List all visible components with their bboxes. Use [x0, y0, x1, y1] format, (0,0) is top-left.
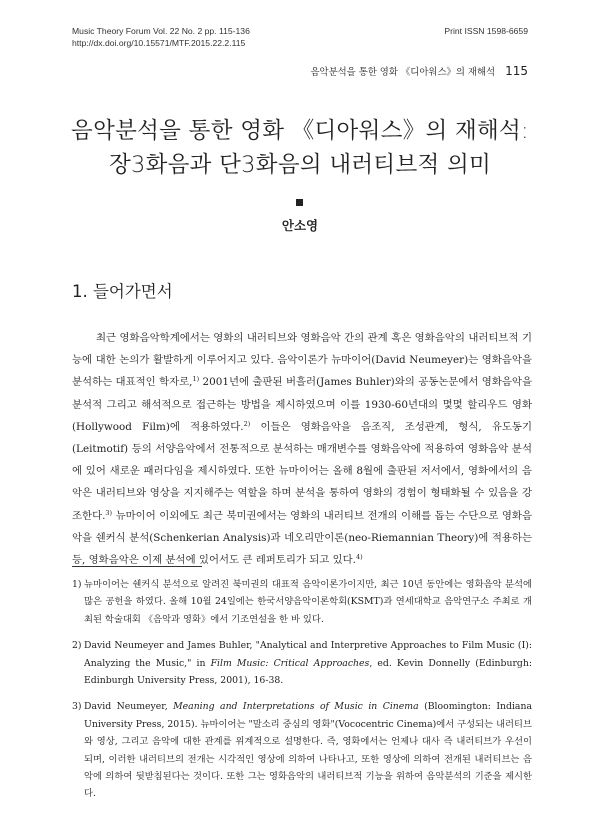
footnote-ref-3[interactable]: 3): [105, 508, 113, 517]
running-title: 음악분석을 통한 영화 《디아워스》의 재해석: [310, 67, 496, 78]
section-heading: 1. 들어가면서: [72, 282, 173, 301]
journal-citation: [72, 26, 250, 49]
footnote-1: [72, 576, 532, 628]
page-number: 115: [505, 64, 528, 78]
title-line-2: 장3화음과 단3화음의 내러티브적 의미: [108, 152, 492, 178]
author-name: 안소영: [281, 218, 319, 233]
book-title: Meaning and Interpretations of Music in Cinema: [173, 701, 419, 713]
footnote-ref-4[interactable]: 4): [355, 553, 363, 562]
footnote-number: 1): [72, 579, 82, 590]
footnote-3: 3) David Neumeyer, Meaning and Interpretations of Music in Cinema (Bloomington: Indiana University Press, 2015). 뉴마이어는 "말소리 중심의 영화"(Vococentric Cinema)에서 구성되는 내러티브와 영상, 그리고 음악에 대한 관계를 위계적으로 설명한다. 즉, 영화에서는 언제나 대사 즉 내러티브가 우선이 되며, 이러한 내러티브의 전개는 시각적인 영상에 의하여 나타나고, 또한 영상에 의하여 전개된 내러티브는 음악에 의하여 뒷받침된다는 것이다. 또한 그는 영화음악의 내러티브적 기능을 위하여 음악분석의 기준을 제시한다.: [72, 698, 532, 802]
footnote-divider: [72, 566, 202, 567]
body-text: [72, 327, 532, 571]
issn: Print ISSN 1598-6659: [444, 26, 528, 36]
footnote-number: 2): [72, 640, 82, 652]
footnote-ref-2[interactable]: 2): [243, 419, 251, 428]
title-line-1: 음악분석을 통한 영화 《디아워스》의 재해석:: [71, 118, 529, 144]
footnote-text: 뉴마이어는 쉔커식 분석으로 알려진 북미권의 대표적 음악이론가이지만, 최근 10년 동안에는 영화음악 분석에 많은 공헌을 하였다. 올해 10월 24일에는 한국서양음악이론학회(KSMT)과 연세대학교 음악연구소 주최로 개최된 학술대회 《음악과 영화》에서 기조연설을 한 바 있다.: [84, 579, 532, 625]
footnotes: [72, 576, 532, 812]
paragraph-1: 최근 영화음악학계에서는 영화의 내러티브와 영화음악 간의 관계 혹은 영화음악의 내러티브적 기능에 대한 논의가 활발하게 이루어지고 있다. 음악이론가 뉴마이어(David Neumeyer)는 영화음악을 분석하는 대표적인 학자로,$^{1)}$ 2001년에 출판된 버흘러(James Buhler)와의 공동논문에서 영화음악을 분석적 그리고 해석적으로 접근하는 방법을 제시하였으며 이를 1930-60년대의 몇몇 할리우드 영화(Hollywood Film)에 적용하였다.$^{2)}$ 이들은 영화음악을 음조직, 조성관계, 형식, 유도동기(Leitmotif) 등의 서양음악에서 전통적으로 분석하는 매개변수를 영화음악에 적용하여 영화음악 분석에 있어 새로운 패러다임을 제시하였다. 또한 뉴마이어는 올해 8월에 출판된 저서에서, 영화에서의 음악은 내러티브와 영상을 지지해주는 역할을 하며 분석을 통하여 영화의 경험이 형태화될 수 있음을 강조한다.$^{3)}$ 뉴마이어 이외에도 최근 북미권에서는 영화의 내러티브 전개의 이해를 돕는 수단으로 영화음악을 쉔커식 분석(Schenkerian Analysis)과 네오리만이론(neo-Riemannian Theory)에 적용하는 등, 영화음악은 이제 분석에 있어서도 큰 레퍼토리가 되고 있다.$^{4)}$: [72, 332, 533, 567]
journal-info: Music Theory Forum Vol. 22 No. 2 pp. 115-136: [72, 26, 250, 36]
doi-link[interactable]: http://dx.doi.org/10.15571/MTF.2015.22.2.115: [72, 37, 246, 48]
footnote-2: 2) David Neumeyer and James Buhler, "Analytical and Interpretive Approaches to Film Music (I): Analyzing the Music," in Film Music: Critical Approaches, ed. Kevin Donnelly (Edinburgh: Edinburgh University Press, 2001), 16-38.: [72, 637, 532, 689]
footnote-ref-1[interactable]: 1): [192, 375, 200, 384]
book-title: Film Music: Critical Approaches: [210, 657, 370, 669]
footnote-number: 3): [72, 701, 82, 713]
running-header: [310, 64, 528, 78]
square-bullet-icon: [296, 199, 303, 206]
article-title: [40, 114, 560, 182]
